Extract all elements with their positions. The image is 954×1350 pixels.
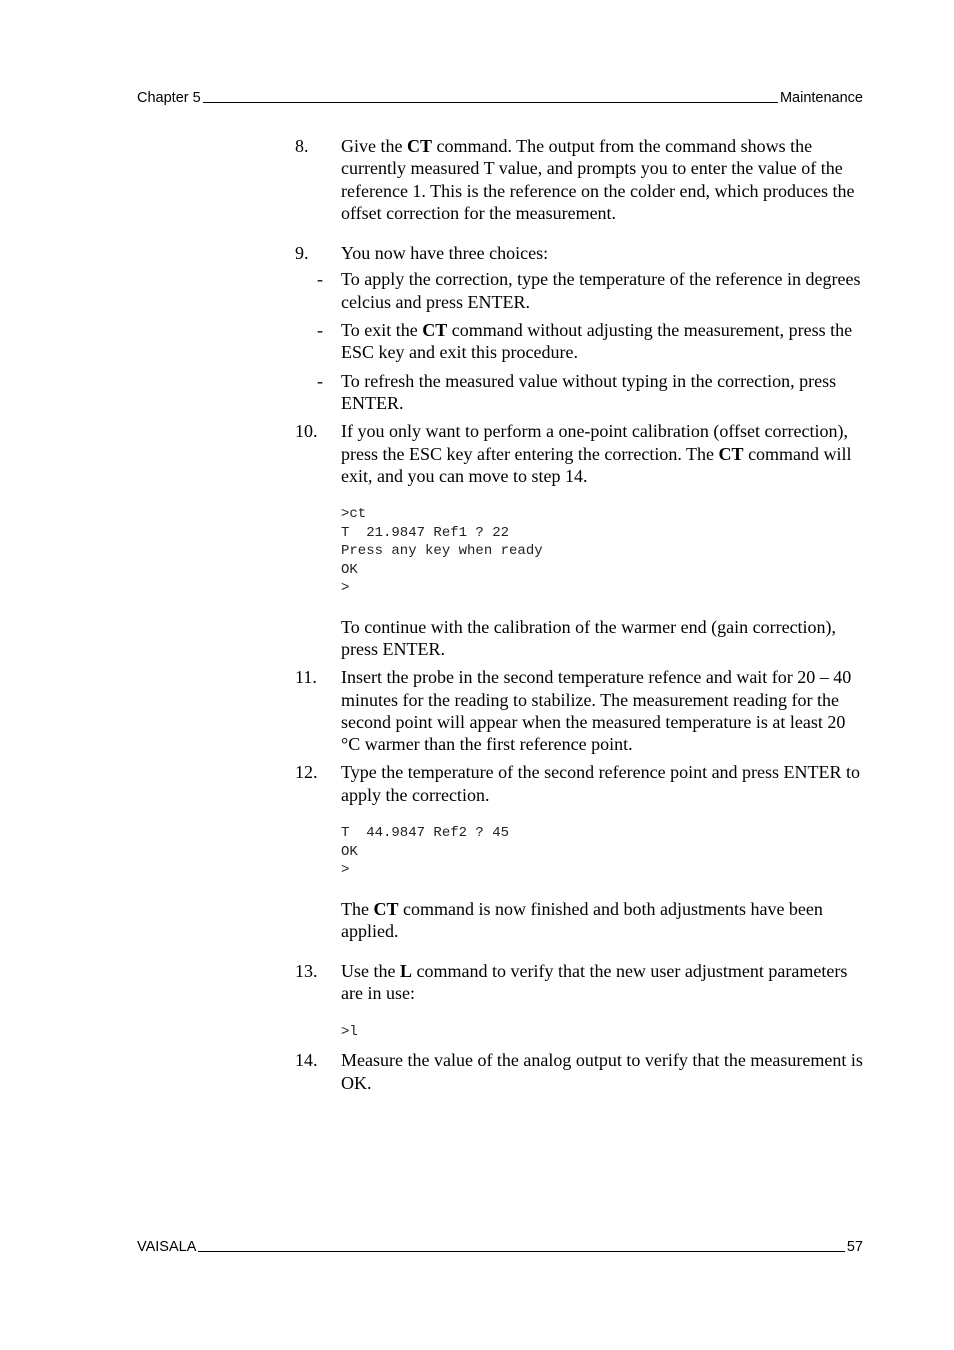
page-footer [137, 1239, 863, 1255]
step-number: 13. [295, 961, 318, 982]
choice-text: To exit the CT command without adjusting the measurement, press the ESC key and exit this procedure. [341, 320, 853, 363]
step-text: You now have three choices: [341, 243, 549, 264]
step-11 [295, 666, 867, 755]
step-12 [295, 761, 867, 806]
list-dash: - [317, 269, 323, 290]
finished-paragraph [295, 898, 867, 943]
page-number: 57 [846, 1239, 863, 1255]
continue-paragraph [295, 616, 867, 661]
choice-item [295, 268, 867, 313]
list-dash: - [317, 320, 323, 341]
step-number: 9. [295, 243, 309, 264]
footer-rule [198, 1251, 844, 1252]
step-13 [295, 960, 867, 1005]
step-text: Type the temperature of the second reference point and press ENTER to apply the correction. [341, 762, 861, 805]
header-rule [203, 102, 778, 103]
step-text: Measure the value of the analog output to verify that the measurement is OK. [341, 1050, 863, 1093]
step-number: 12. [295, 762, 318, 783]
code-block: >l [341, 1023, 358, 1040]
choice-text: To refresh the measured value without typing in the correction, press ENTER. [341, 370, 837, 413]
step-9 [295, 242, 867, 264]
choice-item [295, 319, 867, 364]
step-text: Use the L command to verify that the new user adjustment parameters are in use: [341, 961, 848, 1004]
step-14 [295, 1049, 867, 1094]
step-text: If you only want to perform a one-point calibration (offset correction), press the ESC key after entering the correction. The CT command will exit, and you can move to step 14. [341, 421, 852, 486]
step-10 [295, 420, 867, 487]
paragraph-text: The CT command is now finished and both adjustments have been applied. [341, 898, 823, 941]
header-section: Maintenance [779, 90, 863, 106]
step-text: Give the CT command. The output from the command shows the currently measured T value, and prompts you to enter the value of the reference 1. This is the reference on the colder end, which produces the offset correction for the measurement. [341, 136, 855, 223]
page-header [137, 90, 863, 106]
paragraph-text: To continue with the calibration of the warmer end (gain correction), press ENTER. [341, 616, 837, 659]
step-number: 14. [295, 1050, 318, 1071]
step-number: 11. [295, 667, 317, 688]
step-text: Insert the probe in the second temperature refence and wait for 20 – 40 minutes for the reading to stabilize. The measurement reading for the second point will appear when the measured temperature is at least 20 °C warmer than the first reference point. [341, 667, 852, 755]
choice-item [295, 370, 867, 415]
footer-brand: VAISALA [137, 1239, 197, 1255]
step-number: 10. [295, 421, 318, 442]
page-content [295, 135, 867, 1100]
step-number: 8. [295, 136, 309, 156]
choice-text: To apply the correction, type the temperature of the reference in degrees celcius and press ENTER. [341, 269, 861, 312]
list-dash: - [317, 370, 323, 391]
header-chapter: Chapter 5 [137, 90, 201, 106]
code-block: T 44.9847 Ref2 ? 45 OK > [341, 825, 510, 879]
code-block: >ct T 21.9847 Ref1 ? 22 Press any key when ready OK > [341, 506, 543, 597]
step-8 [295, 135, 867, 224]
